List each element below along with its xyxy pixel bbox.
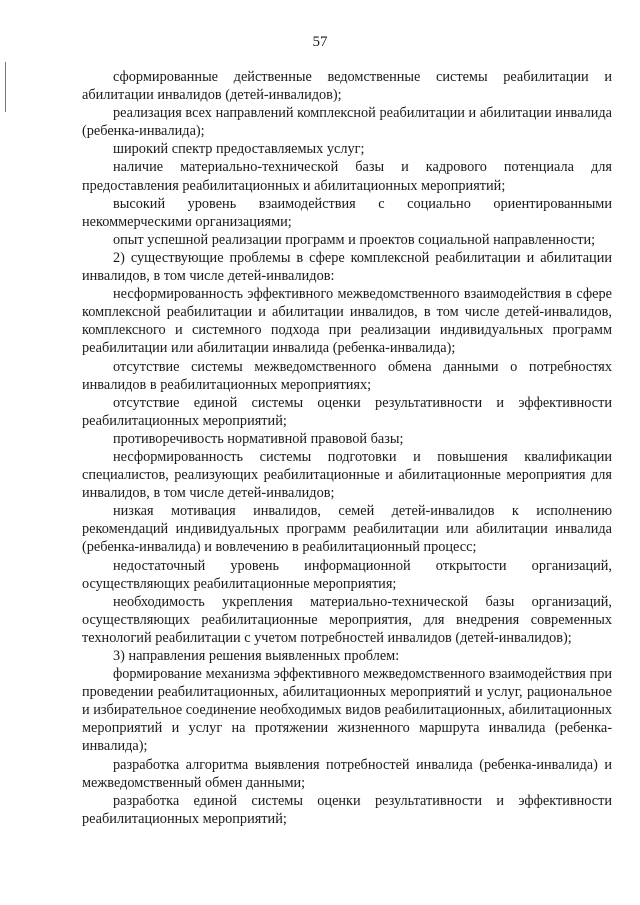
paragraph: недостаточный уровень информационной открытости организаций, осуществляющих реабилитационные мероприятия; [82, 557, 612, 592]
paragraph: отсутствие единой системы оценки результативности и эффективности реабилитационных мероприятий; [82, 394, 612, 429]
paragraph: формирование механизма эффективного межведомственного взаимодействия при проведении реабилитационных, абилитационных мероприятий и услуг, рациональное и избирательное соединение необходимых видов реабилитационных, абилитационных мероприятий и услуг на протяжении жизненного маршрута инвалида (ребенка-инвалида); [82, 666, 612, 755]
paragraph: широкий спектр предоставляемых услуг; [113, 141, 365, 158]
paragraph: несформированность эффективного межведомственного взаимодействия в сфере комплексной реабилитации и абилитации инвалидов, в том числе детей-инвалидов, комплексного и системного подхода при реализации индивидуальных программ реабилитации или абилитации инвалида (ребенка-инвалида); [82, 286, 612, 357]
paragraph: отсутствие системы межведомственного обмена данными о потребностях инвалидов в реабилитационных мероприятиях; [82, 358, 612, 393]
margin-line [5, 62, 6, 112]
paragraph: разработка алгоритма выявления потребностей инвалида (ребенка-инвалида) и межведомственный обмен данными; [82, 756, 612, 791]
paragraph: необходимость укрепления материально-технической базы организаций, осуществляющих реабилитационные мероприятия, для внедрения современных технологий реабилитации с учетом потребностей инвалидов (детей-инвалидов); [82, 593, 612, 646]
paragraph: несформированность системы подготовки и повышения квалификации специалистов, реализующих реабилитационные и абилитационные мероприятия для инвалидов, в том числе детей-инвалидов; [82, 448, 612, 502]
paragraph: противоречивость нормативной правовой базы; [113, 430, 404, 447]
paragraph: разработка единой системы оценки результативности и эффективности реабилитационных мероприятий; [82, 792, 612, 827]
paragraph: опыт успешной реализации программ и проектов социальной направленности; [113, 231, 596, 248]
document-body [82, 68, 612, 828]
paragraph: сформированные действенные ведомственные системы реабилитации и абилитации инвалидов (детей-инвалидов); [82, 69, 612, 104]
section-heading: 2) существующие проблемы в сфере комплексной реабилитации и абилитации инвалидов, в том числе детей-инвалидов: [82, 249, 612, 285]
section-heading: 3) направления решения выявленных проблем: [113, 648, 400, 664]
paragraph: наличие материально-технической базы и кадрового потенциала для предоставления реабилитационных и абилитационных мероприятий; [82, 159, 612, 194]
paragraph: реализация всех направлений комплексной реабилитации и абилитации инвалида (ребенка-инвалида); [82, 105, 612, 140]
paragraph: низкая мотивация инвалидов, семей детей-инвалидов к исполнению рекомендаций индивидуальных программ реабилитации или абилитации инвалида (ребенка-инвалида) и вовлечению в реабилитационный процесс; [82, 503, 612, 556]
paragraph: высокий уровень взаимодействия с социально ориентированными некоммерческими организациями; [82, 195, 612, 230]
page-number: 57 [312, 34, 328, 50]
